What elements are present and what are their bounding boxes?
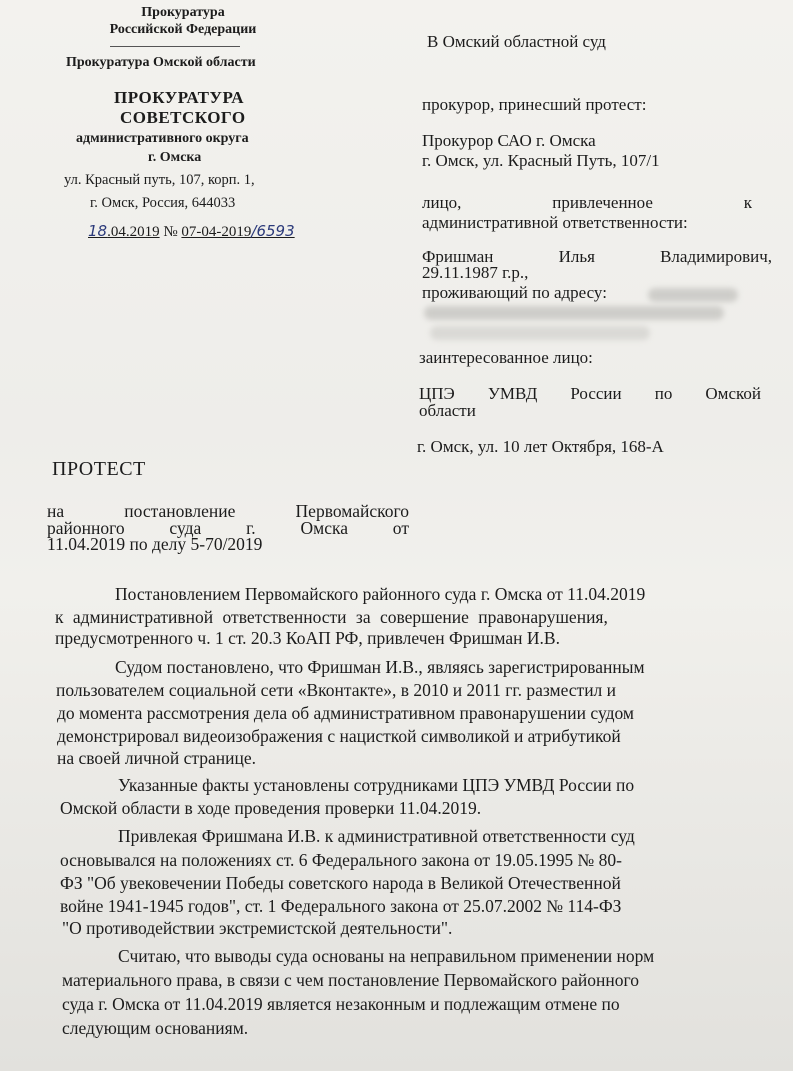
letterhead-org-1-line-2: Российской Федерации bbox=[109, 22, 257, 37]
person-label-line-2: административной ответственности: bbox=[422, 213, 688, 232]
body-line-4: Судом постановлено, что Фришман И.В., являясь зарегистрированным bbox=[115, 657, 645, 677]
interested-party-name-line-2: области bbox=[419, 401, 476, 420]
body-line-10: Омской области в ходе проведения проверки 11.04.2019. bbox=[60, 798, 482, 818]
letterhead-address-line-2: г. Омск, Россия, 644033 bbox=[90, 195, 236, 211]
letterhead-org-3-line-2: СОВЕТСКОГО bbox=[120, 108, 246, 127]
person-name: Фришман Илья Владимирович, bbox=[422, 247, 772, 266]
body-line-11: Привлекая Фришмана И.В. к административной ответственности суд bbox=[118, 826, 635, 846]
body-line-1: Постановлением Первомайского районного суда г. Омска от 11.04.2019 bbox=[115, 584, 646, 604]
letterhead-org-2: Прокуратура Омской области bbox=[66, 55, 256, 70]
prosecutor-name: Прокурор САО г. Омска bbox=[422, 131, 596, 150]
court-addressee: В Омский областной суд bbox=[427, 32, 606, 51]
body-line-13: ФЗ "Об увековечении Победы советского народа в Великой Отечественной bbox=[60, 873, 621, 893]
body-line-6: до момента рассмотрения дела об административном правонарушении судом bbox=[57, 703, 634, 723]
subtitle-line-3: 11.04.2019 по делу 5-70/2019 bbox=[47, 534, 263, 554]
body-line-17: материального права, в связи с чем постановление Первомайского районного bbox=[62, 970, 640, 990]
body-line-16: Считаю, что выводы суда основаны на неправильном применении норм bbox=[118, 946, 655, 966]
interested-party-label: заинтересованное лицо: bbox=[419, 348, 593, 367]
registration-date: 18.04.2019 bbox=[88, 222, 160, 240]
redacted-address-2 bbox=[424, 306, 724, 320]
interested-party-address: г. Омск, ул. 10 лет Октября, 168-А bbox=[417, 437, 664, 456]
subtitle-line-1: на постановление Первомайского bbox=[47, 501, 409, 521]
body-line-19: следующим основаниям. bbox=[62, 1018, 249, 1038]
body-line-3: предусмотренного ч. 1 ст. 20.3 КоАП РФ, привлечен Фришман И.В. bbox=[55, 628, 560, 648]
letterhead-address-line-1: ул. Красный путь, 107, корп. 1, bbox=[64, 172, 255, 188]
body-line-15: "О противодействии экстремистской деятельности". bbox=[62, 918, 453, 938]
registration-day-handwritten: 18 bbox=[88, 222, 108, 240]
person-residence-label: проживающий по адресу: bbox=[422, 283, 607, 302]
redacted-address-3 bbox=[430, 326, 650, 340]
prosecutor-address: г. Омск, ул. Красный Путь, 107/1 bbox=[422, 151, 660, 170]
interested-party-name-line-1: ЦПЭ УМВД России по Омской bbox=[419, 384, 761, 403]
letterhead-org-1 bbox=[98, 4, 268, 38]
letterhead-org-1-line-1: Прокуратура bbox=[141, 5, 225, 20]
document-title: ПРОТЕСТ bbox=[52, 458, 146, 480]
registration-line bbox=[88, 222, 295, 241]
registration-number: 07-04-2019/6593 bbox=[181, 222, 295, 240]
body-line-7: демонстрировал видеоизображения с нацисткой символикой и атрибутикой bbox=[57, 726, 621, 746]
body-line-9: Указанные факты установлены сотрудниками ЦПЭ УМВД России по bbox=[118, 775, 635, 795]
letterhead-org-3-line-1: ПРОКУРАТУРА bbox=[114, 88, 244, 107]
letterhead-org-3-line-4: г. Омска bbox=[148, 150, 202, 165]
body-line-8: на своей личной странице. bbox=[57, 748, 257, 768]
person-label-line-1: лицо, привлеченное к bbox=[422, 193, 752, 212]
registration-number-handwritten: /6593 bbox=[251, 222, 295, 240]
registration-number-sign: № bbox=[163, 224, 178, 240]
prosecutor-label: прокурор, принесший протест: bbox=[422, 95, 647, 114]
person-birth-date: 29.11.1987 г.р., bbox=[422, 263, 529, 282]
body-line-18: суда г. Омска от 11.04.2019 является незаконным и подлежащим отмене по bbox=[62, 994, 620, 1014]
body-line-2: к административной ответственности за совершение правонарушения, bbox=[55, 607, 608, 627]
body-line-5: пользователем социальной сети «Вконтакте», в 2010 и 2011 гг. разместил и bbox=[56, 680, 617, 700]
letterhead-divider bbox=[110, 46, 240, 47]
body-line-14: войне 1941-1945 годов", ст. 1 Федерального закона от 25.07.2002 № 114-ФЗ bbox=[60, 896, 622, 916]
letterhead-org-3-line-3: административного округа bbox=[76, 131, 249, 146]
subtitle-line-2: районного суда г. Омска от bbox=[47, 518, 409, 538]
redacted-address-1 bbox=[648, 288, 738, 302]
body-line-12: основывался на положениях ст. 6 Федерального закона от 19.05.1995 № 80- bbox=[60, 850, 622, 870]
